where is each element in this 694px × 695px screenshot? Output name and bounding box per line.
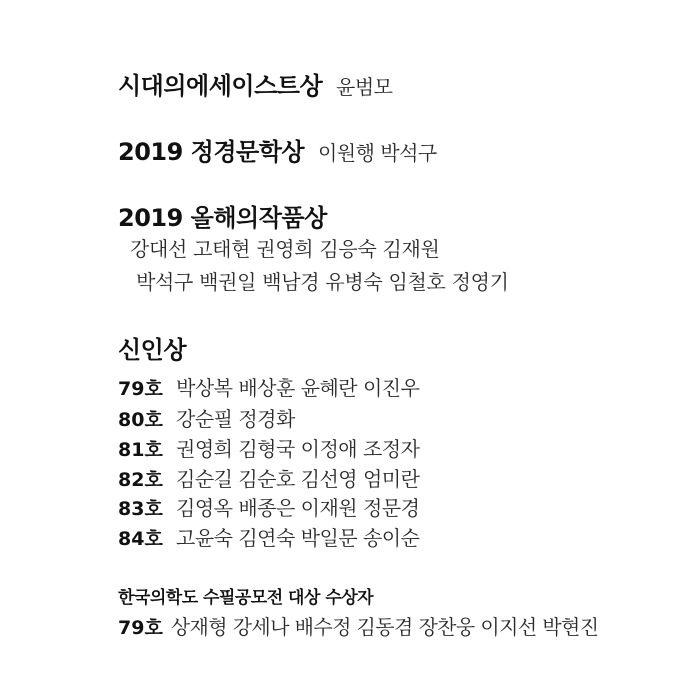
- newcomer-row: [118, 433, 419, 462]
- contest-row: [118, 611, 598, 640]
- newcomer-row: [118, 403, 295, 432]
- essay-award-heading: [118, 66, 392, 101]
- issue-number: 80호: [118, 409, 163, 431]
- newcomer-title: 신인상: [118, 336, 187, 364]
- newcomer-names: 권영희 김형국 이정애 조정자: [176, 437, 420, 461]
- issue-number: 83호: [118, 498, 163, 520]
- contest-names: 상재형 강세나 배수정 김동겸 장찬웅 이지선 박현진: [170, 615, 599, 639]
- newcomer-row: [118, 463, 419, 492]
- jeonggyeong-award-title: 2019 정경문학상: [118, 138, 305, 166]
- newcomer-row: [118, 372, 419, 401]
- essay-award-title: 시대의에세이스트상: [118, 72, 323, 100]
- issue-number: 79호: [118, 378, 163, 400]
- newcomer-row: [118, 492, 419, 521]
- contest-title: 한국의학도 수필공모전 대상 수상자: [118, 588, 374, 608]
- essay-award-names: 윤범모: [336, 75, 393, 99]
- issue-number: 82호: [118, 469, 163, 491]
- newcomer-names: 김영옥 배종은 이재원 정문경: [176, 496, 420, 520]
- issue-number: 84호: [118, 528, 163, 550]
- work-of-year-line: 박석구 백권일 백남경 유병숙 임철호 정영기: [136, 270, 509, 294]
- newcomer-names: 박상복 배상훈 윤혜란 이진우: [176, 376, 420, 400]
- work-of-year-line: 강대선 고태현 권영희 김응숙 김재원: [130, 237, 440, 261]
- work-of-year-title: 2019 올해의작품상: [118, 204, 327, 232]
- issue-number: 81호: [118, 439, 163, 461]
- jeonggyeong-award-names: 이원행 박석구: [317, 141, 437, 165]
- issue-number: 79호: [118, 617, 163, 639]
- newcomer-names: 고윤숙 김연숙 박일문 송이순: [176, 526, 420, 550]
- newcomer-row: [118, 522, 419, 551]
- jeonggyeong-award-heading: [118, 132, 437, 167]
- newcomer-names: 강순필 정경화: [176, 407, 295, 431]
- newcomer-names: 김순길 김순호 김선영 엄미란: [176, 467, 420, 491]
